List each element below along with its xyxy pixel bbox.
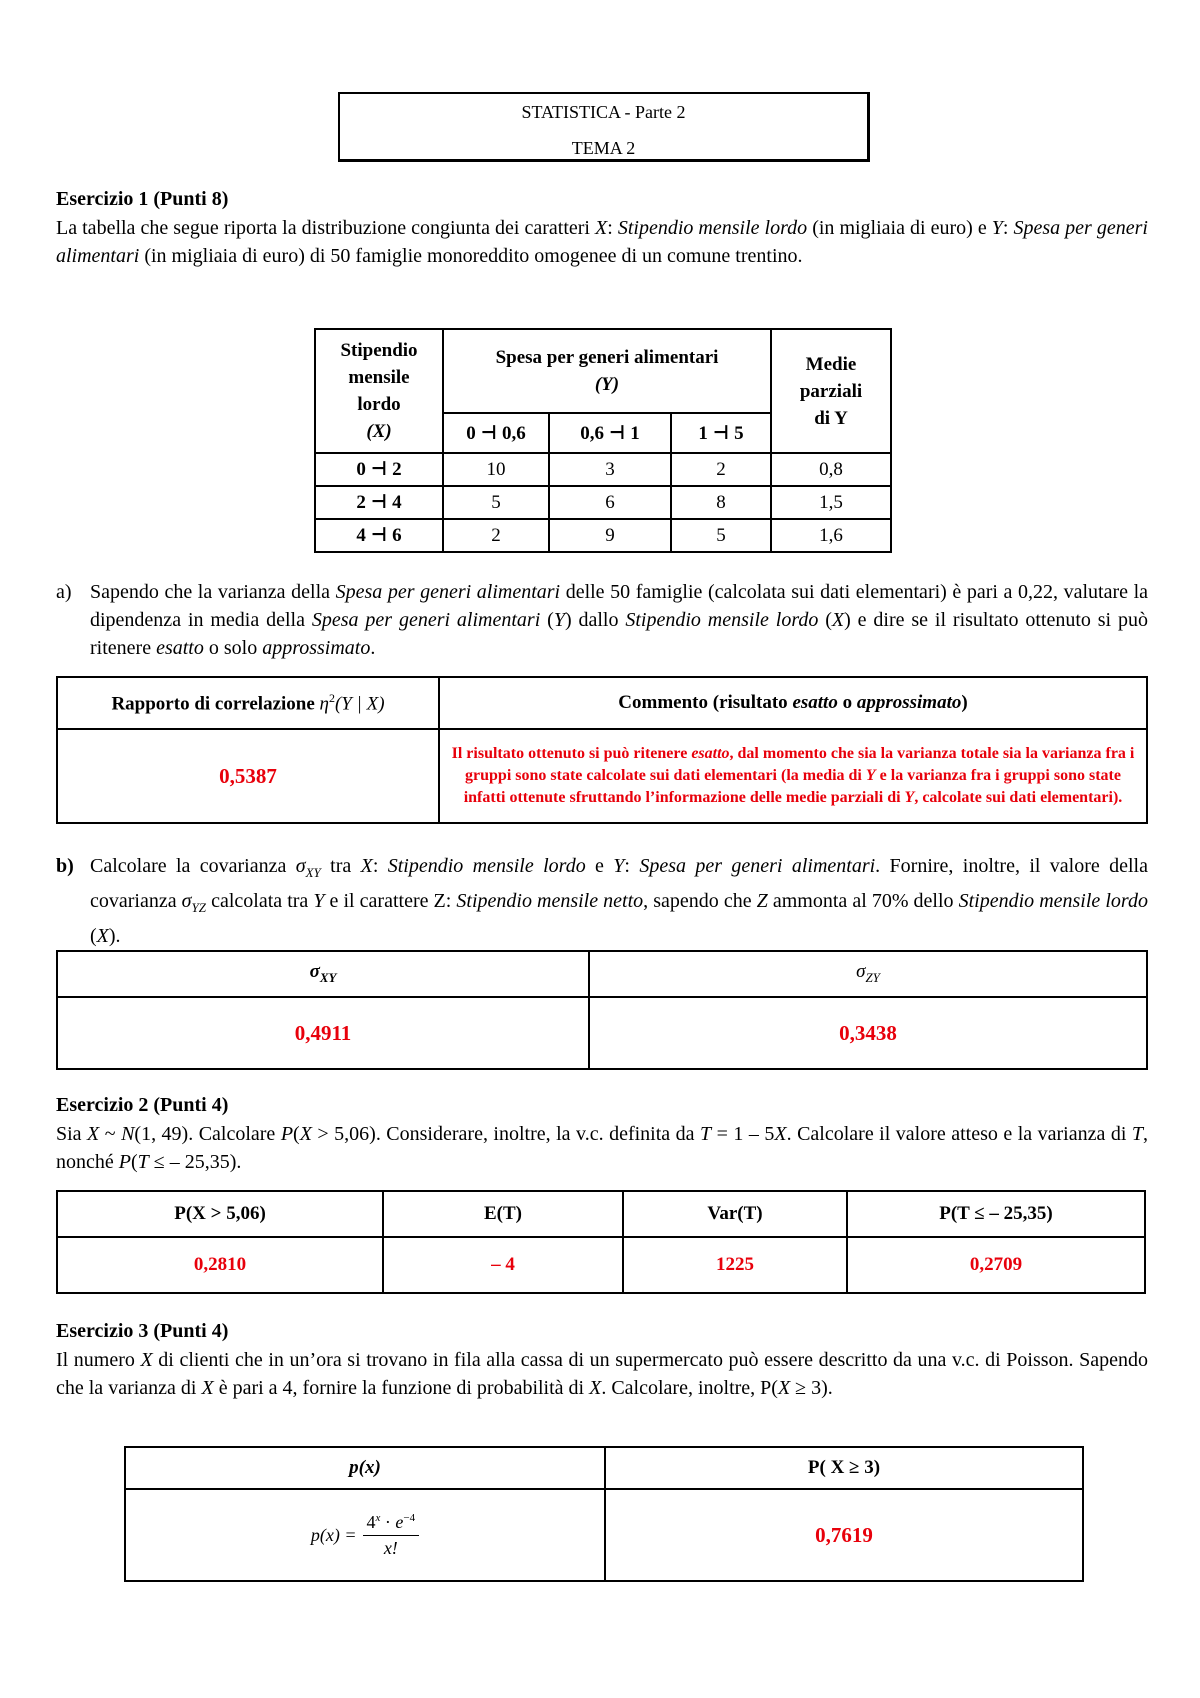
cell: 10 [443,453,549,486]
comment-header [439,677,1147,729]
e2-t10: = 1 – 5 [711,1123,775,1145]
b-t9: : [624,855,640,877]
mean-header-l2: parziali [799,380,863,402]
mean-header-l3: di Y [814,407,848,429]
y-group-sub: (Y) [594,374,620,395]
a-t0: Sapendo che la varianza della [90,581,336,603]
eta-value: 0,5387 [57,729,439,823]
b-t5: : [372,855,388,877]
e2-t11: X [774,1123,787,1145]
cm-y2: Y [904,789,915,806]
ex1-intro-t5: Y [991,217,1003,239]
e2-t17: T [137,1151,149,1173]
col-x-header [315,329,443,453]
item-b-label: b) [56,855,74,877]
formula [311,1512,419,1559]
b-t2: XY [305,865,321,880]
ex3-heading: Esercizio 3 (Punti 4) [56,1320,229,1342]
ex1-intro-t0: La tabella che segue riporta la distribuzione congiunta dei caratteri [56,217,596,239]
e3-t4: è pari a 4, fornire la funzione di probabilità di [213,1377,590,1399]
e2-t9: T [700,1123,712,1145]
ex1-item-a [56,578,1148,662]
ex1-intro-t2: : [607,217,618,239]
cell-mean: 1,6 [771,519,891,552]
p-x-header: P(X > 5,06) [57,1191,383,1237]
b-t21: Stipendio mensile lordo [958,890,1148,912]
b-t10: Spesa per generi alimentari [639,855,876,877]
ex1-intro-t7: Spesa per generi alimentari [56,217,1148,267]
item-b-text [90,852,1148,950]
b-t20: ammonta al 70% dello [767,890,959,912]
a-t11: esatto [156,637,204,659]
row-x-class: 2 ⊣ 4 [315,486,443,519]
sigma-xy-sub: XY [319,969,337,985]
b-t24: ). [108,925,121,947]
e2-t14: , nonché [56,1123,1149,1173]
a-t5: Y [553,609,565,631]
a-t4: ( [540,609,554,631]
e3-t7: X [777,1377,791,1399]
e2-t13: T [1131,1123,1144,1145]
e3-t5: X [589,1377,602,1399]
b-t13: YZ [191,900,207,915]
cm-post: , calcolate sui dati elementari). [914,789,1123,806]
sigma-xy-header [57,951,589,997]
cm-mid: , dal momento che sia la varianza totale sia la varianza fra i gruppi sono state calcolate sui dati elementari (la media di [465,745,1135,784]
item-a-text [90,578,1148,662]
num-base: 4 [366,1511,376,1532]
eta-header: Rapporto di correlazione $\eta^2(Y$ | X) [57,677,439,729]
p-t-value: 0,2709 [847,1237,1145,1293]
ex1-intro-t1: X [595,217,608,239]
eta-args: (Y | X) [334,693,385,715]
e2-t18: ≤ – 25,35). [148,1151,242,1173]
e2-t0: Sia [56,1123,88,1145]
a-t14: . [370,637,376,659]
e2-t2: ~ [99,1123,122,1145]
sigma-xy-sym: σ [309,961,320,983]
b-t16: e il carattere Z: [324,890,457,912]
e2-t12: . Calcolare il valore atteso e la varianza di [786,1123,1132,1145]
pmf-formula [125,1489,605,1581]
b-t0: Calcolare la covarianza [90,855,296,877]
denominator: x! [383,1537,398,1558]
e2-t7: X [299,1123,312,1145]
e2-t8: > 5,06). Considerare, inoltre, la v.c. definita da [311,1123,701,1145]
var-t-header: Var(T) [623,1191,847,1237]
cell: 8 [671,486,771,519]
ex1-item-b [56,852,1148,950]
title-line-2: TEMA 2 [571,138,636,158]
px-header: p(x) [125,1447,605,1489]
e3-t3: X [201,1377,214,1399]
b-t8: Y [613,855,625,877]
b-t1: σ [295,855,306,877]
e2-t4: (1, 49). Calcolare [134,1123,281,1145]
b-t17: Stipendio mensile netto [456,890,644,912]
p-x-value: 0,2810 [57,1237,383,1293]
col-x-header-l3: lordo [357,394,401,415]
num-dot: · [380,1511,396,1532]
a-t8: ( [818,609,832,631]
b-t23: X [96,925,109,947]
ch-o: o [837,692,857,713]
item-a-label: a) [56,581,72,603]
cm-esatto: esatto [691,745,730,762]
col-x-header-l2: mensile [348,367,410,388]
a-t9: X [831,609,845,631]
ex1-intro-t4: (in migliaia di euro) e [807,217,992,239]
cm-mid2: e la varianza fra i gruppi sono state infatti ottenute sfruttando l’informazione delle medie parziali di [463,767,1121,806]
num-e: e [395,1511,404,1532]
e3-t8: ≥ 3). [790,1377,833,1399]
ex1-heading: Esercizio 1 (Punti 8) [56,188,229,210]
cell: 2 [671,453,771,486]
col-y-group-header [443,329,771,413]
title-box [338,92,870,162]
ch-post: ) [961,692,968,713]
covariance-table [56,950,1148,1070]
b-t11: . Fornire, inoltre, il valore della covarianza [90,855,1148,912]
a-t6: ) dallo [564,609,626,631]
sigma-zy-header [589,951,1147,997]
cell-mean: 1,5 [771,486,891,519]
normal-table [56,1190,1146,1294]
cell: 2 [443,519,549,552]
b-t12: σ [181,890,192,912]
col-x-header-l4: (X) [366,421,392,442]
numerator [363,1512,420,1536]
ex2-text [56,1120,1148,1176]
ex2-heading: Esercizio 2 (Punti 4) [56,1094,229,1116]
b-t14: calcolata tra [206,890,314,912]
e2-t6: ( [293,1123,300,1145]
p-ge3-header: P( X ≥ 3) [605,1447,1083,1489]
ex1-intro [56,214,1148,270]
ex3-text [56,1346,1148,1402]
cell: 3 [549,453,671,486]
ex1-intro-t3: Stipendio mensile lordo [617,217,808,239]
e-t-header: E(T) [383,1191,623,1237]
cm-y1: Y [865,767,876,784]
a-t1: Spesa per generi alimentari [335,581,561,603]
a-t10: ) e dire se il risultato ottenuto si può ritenere [90,609,1148,659]
formula-lhs: p(x) = [310,1524,357,1545]
sigma-zy-sub: ZY [865,969,880,985]
e2-t5: P [280,1123,294,1145]
num-e-exp: −4 [403,1511,416,1524]
ex1-intro-t8: (in migliaia di euro) di 50 famiglie monoreddito omogenee di un comune trentino. [139,245,803,267]
num-exp: x [375,1511,381,1524]
cell: 9 [549,519,671,552]
row-x-class: 0 ⊣ 2 [315,453,443,486]
cell: 6 [549,486,671,519]
e2-t3: N [121,1123,135,1145]
table-row [315,486,891,519]
b-t19: Z [756,890,768,912]
sigma-xy-value: 0,4911 [57,997,589,1069]
correlation-table [56,676,1148,824]
e2-t1: X [87,1123,100,1145]
y-class-1: 0 ⊣ 0,6 [443,413,549,453]
a-t3: Spesa per generi alimentari [311,609,541,631]
cm-pre: Il risultato ottenuto si può ritenere [451,745,692,762]
joint-distribution-table [314,328,892,553]
e-t-value: – 4 [383,1237,623,1293]
e3-t2: di clienti che in un’ora si trovano in fila alla cassa di un supermercato può essere descritto da una v.c. di Poisson. Sapendo che la varianza di [56,1349,1148,1399]
col-mean-header [771,329,891,453]
sigma-zy-value: 0,3438 [589,997,1147,1069]
var-t-value: 1225 [623,1237,847,1293]
a-t7: Stipendio mensile lordo [625,609,819,631]
b-t4: X [360,855,373,877]
cell: 5 [443,486,549,519]
b-t15: Y [313,890,325,912]
ch-appr: approssimato [856,692,962,713]
fraction [363,1512,420,1559]
b-t18: , sapendo che [643,890,757,912]
ex1-intro-t6: : [1002,217,1014,239]
sigma-zy-sym: σ [856,961,866,983]
col-x-header-l1: Stipendio [340,340,418,361]
a-t13: approssimato [262,637,371,659]
b-t6: Stipendio mensile lordo [387,855,586,877]
comment-value [439,729,1147,823]
cell: 5 [671,519,771,552]
b-t3: tra [320,855,361,877]
e2-t16: ( [130,1151,138,1173]
e3-t6: . Calcolare, inoltre, P( [601,1377,778,1399]
poisson-table [124,1446,1084,1582]
cell-mean: 0,8 [771,453,891,486]
b-t7: e [585,855,614,877]
table-row [315,453,891,486]
ch-esatto: esatto [792,692,838,713]
y-class-3: 1 ⊣ 5 [671,413,771,453]
p-t-header: P(T ≤ – 25,35) [847,1191,1145,1237]
row-x-class: 4 ⊣ 6 [315,519,443,552]
table-row [315,519,891,552]
a-t12: o solo [203,637,263,659]
eta-symbol: η [319,693,329,715]
mean-header-l1: Medie [805,353,857,375]
e2-t15: P [118,1151,131,1173]
y-group-title: Spesa per generi alimentari [495,347,719,368]
b-t22: ( [90,925,97,947]
e3-t0: Il numero [56,1349,141,1371]
e3-t1: X [140,1349,153,1371]
ch-pre: Commento (risultato [618,692,793,713]
y-class-2: 0,6 ⊣ 1 [549,413,671,453]
eta-header-text: Rapporto di correlazione [111,693,315,715]
title-line-1: STATISTICA - Parte 2 [521,102,686,122]
a-t2: delle 50 famiglie (calcolata sui dati elementari) è pari a 0,22, valutare la dipendenza in media della [90,581,1149,631]
p-ge3-value: 0,7619 [605,1489,1083,1581]
